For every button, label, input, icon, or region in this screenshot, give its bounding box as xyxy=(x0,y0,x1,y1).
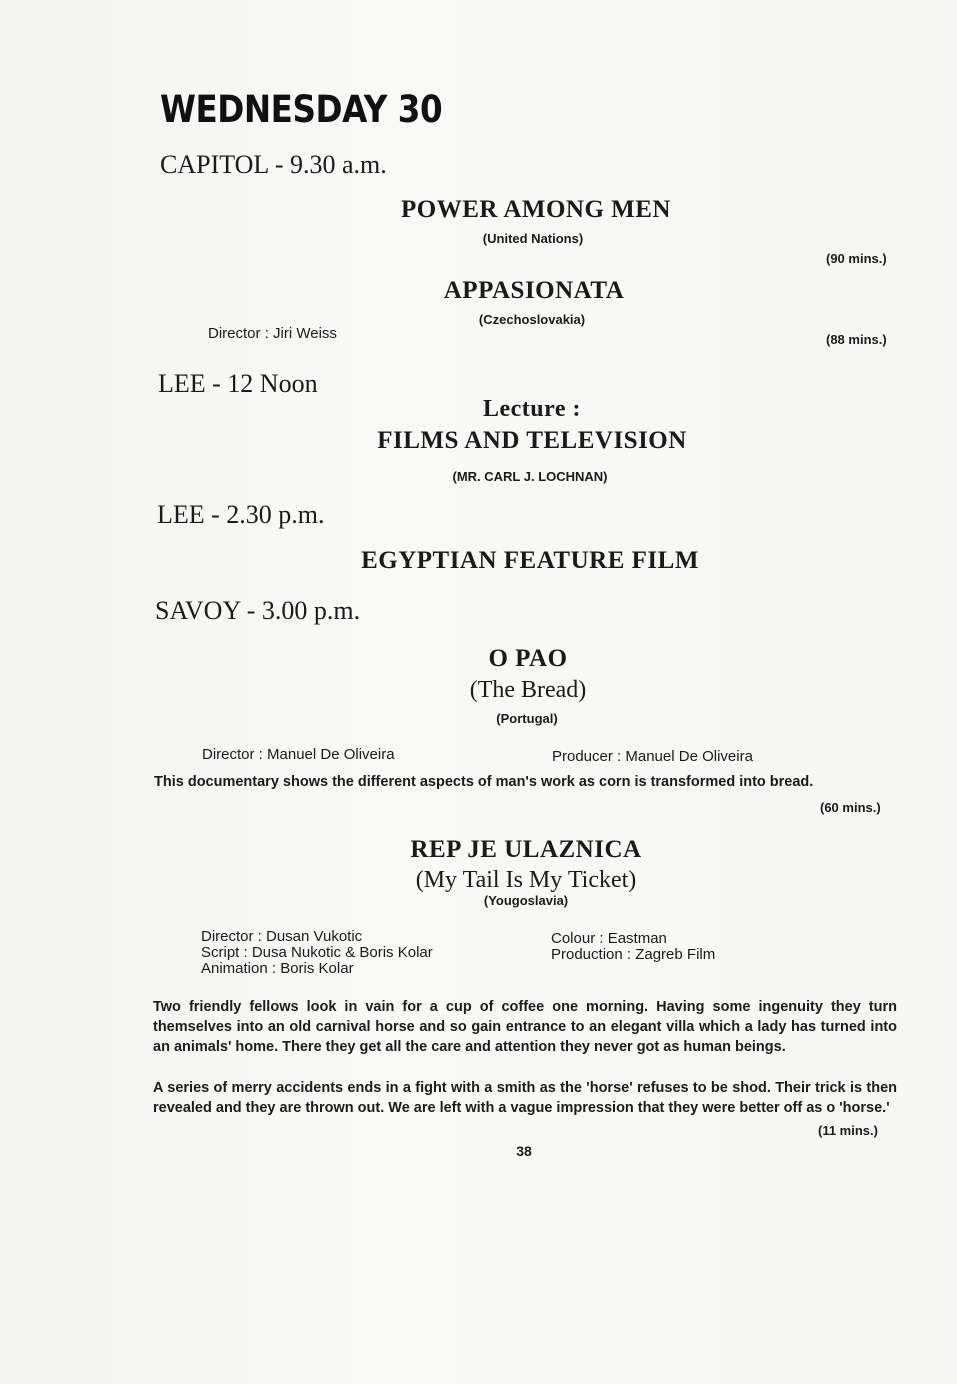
film-country-rep-je-ulaznica: (Yougoslavia) xyxy=(483,893,569,908)
film-description-rep-part-1: Two friendly fellows look in vain for a cup of coffee one morning. Having some ingenuity they turn themselves into an old carnival horse and so gain entrance to an elegant villa which a lady has turned into an animals' home. There they get all the care and attention they never got as human beings. xyxy=(153,999,897,1055)
film-description-o-pao: This documentary shows the different aspects of man's work as corn is transformed into bread. xyxy=(154,774,814,790)
lecture-label: Lecture : xyxy=(482,396,582,422)
film-animation-rep-je-ulaznica: Animation : Boris Kolar xyxy=(201,960,354,977)
lecture-title: FILMS AND TELEVISION xyxy=(377,427,687,454)
film-script-rep-je-ulaznica: Script : Dusa Nukotic & Boris Kolar xyxy=(201,944,433,961)
film-country-o-pao: (Portugal) xyxy=(496,711,558,726)
film-description-rep-part-2: A series of merry accidents ends in a fight with a smith as the 'horse' refuses to be shod. Their trick is then revealed and they are thrown out. We are left with a vague impression that they were better off as o 'horse.' xyxy=(153,1080,897,1116)
film-title-rep-je-ulaznica: REP JE ULAZNICA xyxy=(410,836,642,863)
film-country-appasionata: (Czechoslovakia) xyxy=(478,312,586,327)
film-director-rep-je-ulaznica: Director : Dusan Vukotic xyxy=(201,928,363,945)
day-heading: WEDNESDAY 30 xyxy=(160,88,443,131)
film-producer-o-pao: Producer : Manuel De Oliveira xyxy=(552,748,753,765)
film-duration-rep-je-ulaznica: (11 mins.) xyxy=(818,1123,878,1138)
film-duration-power-among-men: (90 mins.) xyxy=(826,251,887,266)
venue-capitol: CAPITOL - 9.30 a.m. xyxy=(160,150,387,179)
film-colour-rep-je-ulaznica: Colour : Eastman xyxy=(551,930,667,947)
venue-savoy: SAVOY - 3.00 p.m. xyxy=(155,596,361,625)
film-title-o-pao: O PAO xyxy=(488,645,568,672)
film-director-o-pao: Director : Manuel De Oliveira xyxy=(202,746,395,763)
film-subtitle-o-pao: (The Bread) xyxy=(469,677,587,703)
film-director-appasionata: Director : Jiri Weiss xyxy=(208,325,337,342)
film-title-power-among-men: POWER AMONG MEN xyxy=(401,196,671,223)
film-duration-o-pao: (60 mins.) xyxy=(820,800,881,815)
film-title-egyptian: EGYPTIAN FEATURE FILM xyxy=(361,547,699,574)
film-title-appasionata: APPASIONATA xyxy=(443,277,625,304)
film-production-rep-je-ulaznica: Production : Zagreb Film xyxy=(551,946,716,963)
page-number: 38 xyxy=(516,1143,532,1159)
film-duration-appasionata: (88 mins.) xyxy=(826,332,887,347)
lecture-speaker: (MR. CARL J. LOCHNAN) xyxy=(452,469,608,484)
venue-lee-noon: LEE - 12 Noon xyxy=(158,369,318,398)
venue-lee-afternoon: LEE - 2.30 p.m. xyxy=(157,500,325,529)
film-subtitle-rep-je-ulaznica: (My Tail Is My Ticket) xyxy=(415,867,637,893)
film-country-power-among-men: (United Nations) xyxy=(482,231,584,246)
